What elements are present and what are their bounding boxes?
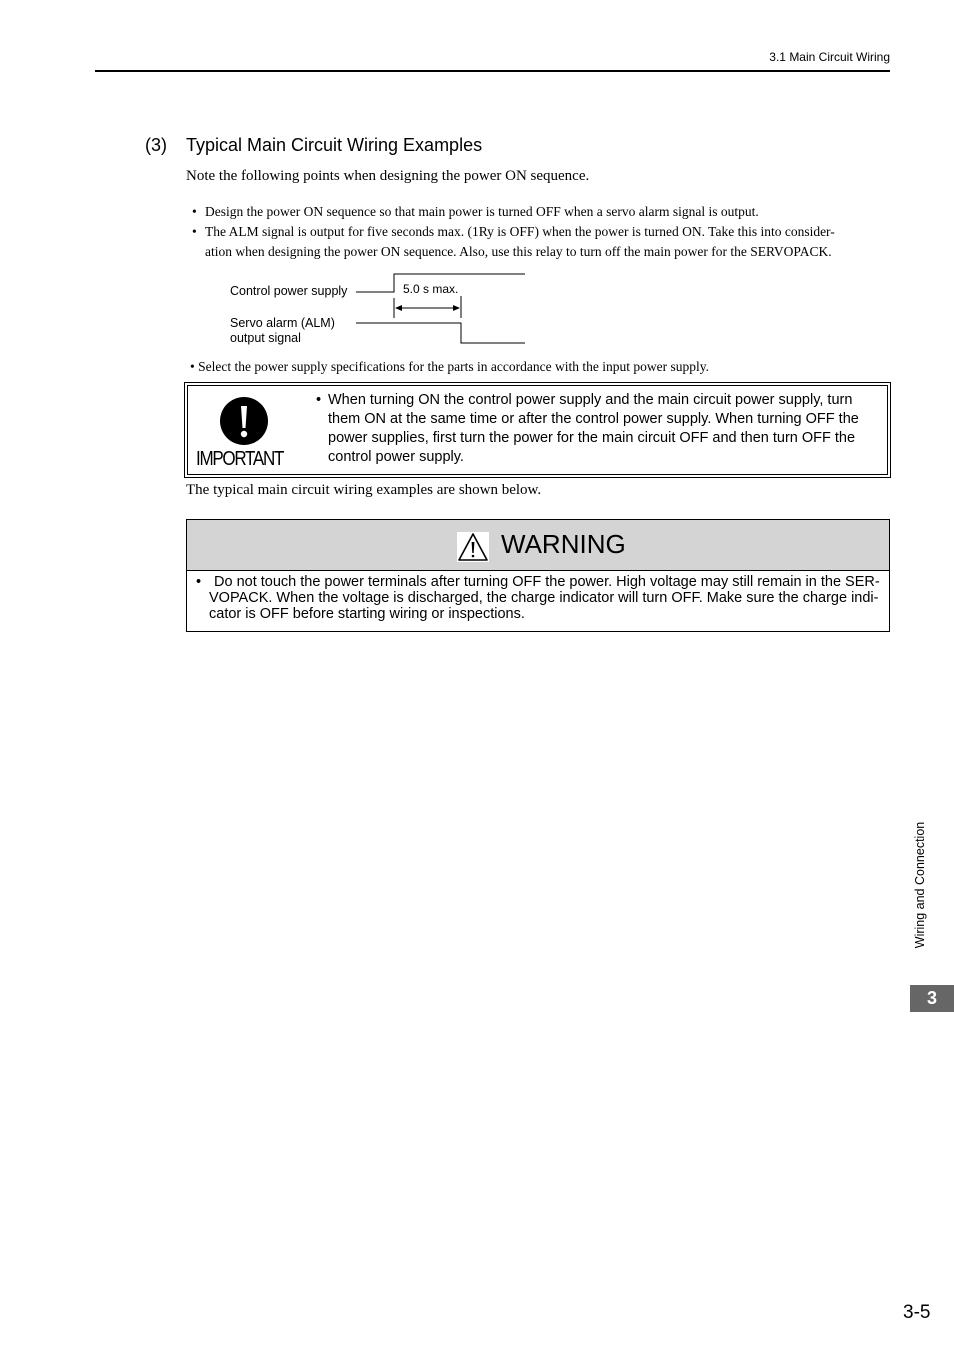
- bullet-dot: •: [192, 224, 197, 239]
- warning-line: cator is OFF before starting wiring or inspections.: [209, 606, 525, 622]
- duration-label: 5.0 s max.: [403, 282, 459, 296]
- signal-label-alarm-line2: output signal: [230, 331, 301, 345]
- arrowhead-left: [395, 305, 402, 311]
- important-line: power supplies, first turn the power for the main circuit OFF and then turn OFF the: [328, 430, 856, 446]
- examples-intro: The typical main circuit wiring examples are shown below.: [186, 482, 542, 498]
- power-spec-note: • Select the power supply specifications for the parts in accordance with the input power supply.: [190, 359, 709, 374]
- page-number: 3-5: [903, 1302, 931, 1323]
- chapter-tab-label: Wiring and Connection: [913, 821, 927, 949]
- header-rule: [95, 70, 890, 72]
- important-line: them ON at the same time or after the control power supply. When turning OFF the: [328, 411, 859, 427]
- important-line: control power supply.: [328, 449, 464, 465]
- warning-triangle-icon: [457, 532, 489, 562]
- warning-line: Do not touch the power terminals after turning OFF the power. High voltage may still remain in the SER-: [214, 574, 880, 590]
- timing-waveforms: [225, 268, 545, 353]
- chapter-tab-number: 3: [910, 985, 954, 1012]
- list-item-text: Design the power ON sequence so that main power is turned OFF when a servo alarm signal is output.: [205, 204, 759, 219]
- timing-diagram: [225, 268, 545, 353]
- alarm-signal-waveform: [356, 323, 525, 343]
- warning-box: [186, 519, 890, 632]
- list-item-text: The ALM signal is output for five seconds max. (1Ry is OFF) when the power is turned ON. Take this into consider-: [205, 224, 835, 239]
- section-title: Typical Main Circuit Wiring Examples: [186, 135, 483, 155]
- list-item: [192, 202, 759, 222]
- list-item-continuation: ation when designing the power ON sequence. Also, use this relay to turn off the main power for the SERVOPACK.: [205, 244, 832, 259]
- section-number: (3): [145, 135, 167, 155]
- control-power-waveform: [356, 274, 525, 292]
- important-line: When turning ON the control power supply and the main circuit power supply, turn: [328, 392, 853, 408]
- arrowhead-right: [453, 305, 460, 311]
- exclamation-circle-icon: [220, 397, 268, 445]
- bullet-dot: •: [316, 392, 322, 408]
- warning-header: [187, 520, 889, 571]
- bullet-dot: •: [192, 204, 197, 219]
- warning-title: WARNING: [501, 529, 626, 559]
- warning-line: VOPACK. When the voltage is discharged, the charge indicator will turn OFF. Make sure the charge indi-: [209, 590, 879, 606]
- list-item: [192, 222, 835, 242]
- important-text: [316, 391, 873, 467]
- section-heading: [145, 135, 482, 156]
- bullet-dot: •: [196, 574, 202, 590]
- important-label: IMPORTANT: [196, 448, 284, 470]
- signal-label-alarm-line1: Servo alarm (ALM): [230, 316, 335, 330]
- signal-label-control-power: Control power supply: [230, 284, 348, 298]
- intro-paragraph: Note the following points when designing the power ON sequence.: [186, 168, 590, 184]
- warning-text: [196, 574, 883, 622]
- important-notice: [187, 385, 888, 475]
- running-header: 3.1 Main Circuit Wiring: [769, 50, 890, 64]
